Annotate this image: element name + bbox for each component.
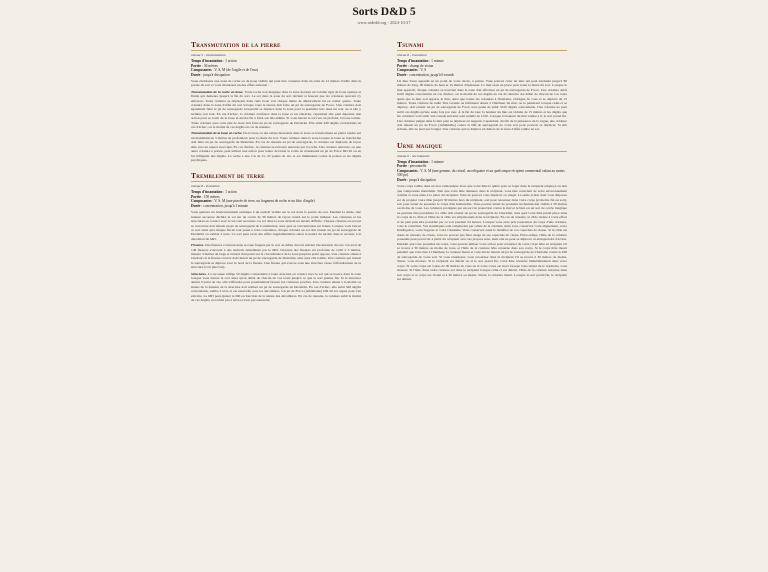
spell-description: [191, 210, 361, 241]
spell-name: Urne magique: [397, 141, 567, 152]
page-subtitle: www.aidedd.org - 2024-10-27: [357, 20, 411, 25]
property-value: : champ de vision: [406, 63, 434, 68]
spell-school: niveau 8 - invocation: [397, 53, 427, 57]
spell-name: Transmutation de la pierre: [191, 40, 361, 51]
property-value: : personnelle: [406, 164, 427, 169]
property-label: Composantes: [397, 168, 418, 173]
property-value: : V, S, M (de l'argile et de l'eau): [211, 68, 258, 72]
spell-block: [397, 40, 567, 132]
paragraph-lead: Structures.: [191, 271, 207, 276]
property-value: : jusqu'à dissipation: [406, 177, 436, 182]
spell-school: niveau 8 - évocation: [191, 184, 220, 189]
property-label: Portée: [397, 164, 407, 169]
property-label: Temps d'incantation: [191, 59, 223, 63]
property-label: Temps d'incantation: [397, 159, 429, 164]
property-value: : V, S, M (une pincée de terre, un fragment de roche et un bloc d'argile): [211, 199, 315, 204]
property-label: Temps d'incantation: [397, 59, 429, 63]
property-label: Portée: [397, 63, 407, 68]
spell-description: [191, 131, 361, 162]
property-value: : 36 mètres: [200, 63, 218, 68]
property-label: Durée: [397, 177, 407, 182]
spell-block: [397, 141, 567, 281]
spell-block: [191, 171, 361, 302]
spell-name: Tsunami: [397, 40, 567, 51]
property-label: Composantes: [191, 68, 212, 72]
property-label: Composantes: [191, 199, 212, 204]
property-label: Temps d'incantation: [191, 190, 223, 195]
property-value: : 1 action: [222, 59, 237, 63]
paragraph-lead: Fissures.: [191, 243, 205, 248]
property-value: : 1 minute: [428, 59, 444, 63]
spell-description: [191, 90, 361, 130]
left-column: [191, 40, 361, 311]
spell-school: niveau 6 - nécromancie: [397, 153, 430, 158]
paragraph-text: Un mur d'eau apparaît en un point de votre choix, à portée. Vous pouvez créer un mur qui peut atteindre jusqu'à 90 mètres de long, 90 mètres de haut et 15 mètres d'épaisseur. Le mur reste en place pour toute la durée du sort. Lorsque le mur apparaît, chaque créature se trouvant dans la zone doit effectuer un jet de sauvegarde de Force. Une créature subit 6d10 dégâts contondants en cas d'échec, ou la moitié de ces dégâts en cas de réussite. Au début de chacun de vos tours après que le mur soit apparu, le mur, ainsi que toutes les créatures à l'intérieur, s'éloigne de vous et se déplace de 15 mètres. Toute créature de taille Très Grande ou inférieure située à l'intérieur du mur, ou le pénétrant lorsque celui-ci se déplace, doit réussir un jet de sauvegarde de Force sous peine de subir 5d10 dégâts contondants. Une créature ne peut subir ces dégâts qu'une seule fois par tour. À la fin du tour, la hauteur du mur est réduite de 15 mètres et les dégâts que les créatures vont subir aux rounds suivants sont réduits de 1d10. Lorsque la hauteur du mur tombe à 0, le sort prend fin. Une créature piégée dans le mur peut se déplacer en nageant. Cependant, du fait de la puissance de la vague, une créature doit réussir un jet de Force (Athlétisme) contre le DD de sauvegarde de votre sort pour pouvoir se déplacer. Si elle échoue, elle ne peut pas bouger. Une créature qui se déplace en dehors de la zone d'effet tombe au sol.: [397, 79, 567, 132]
spell-property: [397, 169, 567, 178]
property-value: : 1 minute: [428, 159, 444, 164]
page-title: Sorts D&D 5: [352, 6, 416, 18]
paragraph-text: Vous choisissez une zone de roche ou de boue visible qui peut être contenue dans un cube de 12 mètres d'arête dans la portée du sort et vous choisissez un des effets suivants :: [191, 79, 361, 88]
property-value: : concentration, jusqu'à 1 minute: [200, 203, 249, 208]
property-value: : jusqu'à dissipation: [200, 72, 230, 77]
paragraph-text: De la boue ou des sables mouvants dans la zone se transforment en pierre tendre sur un maximum de 3 mètres de profondeur pour la durée du sort. Toute créature dans la zone lorsque la boue se transforme doit faire un jet de sauvegarde de Dextérité. En cas de réussite au jet de sauvegarde, la créature est déplacée de façon sûre vers un espace inoccupé. En cas d'échec, la créature se retrouve entravée par la roche. Une créature entravée, ou une autre créature à portée, peut utiliser une action pour tenter de briser la roche en réussissant un jet de Force DD 20 ou en lui infligeant des dégâts. La roche a une CA de 15, 25 points de vie, et est immunisée contre le poison et les dégâts psychiques.: [191, 131, 362, 162]
property-label: Durée: [397, 72, 407, 77]
spell-property: [397, 73, 567, 78]
property-value: : 1 action: [222, 190, 237, 195]
spell-description: [397, 79, 567, 132]
spell-property: [397, 178, 567, 183]
property-value: : V, S, M (une gemme, du cristal, un reliquaire et un quelconque récipient ornemental valant au moins 500 po): [397, 168, 565, 178]
spell-description: [191, 79, 361, 88]
paragraph-lead: Transmutation de la roche en boue.: [191, 89, 244, 94]
paragraph-text: Votre corps tombe dans un état cataleptique alors que votre âme le quitte pour se loger dans le récipient employé en tant que composante matérielle. Tant que votre âme demeure dans le récipient, vous êtes conscient de votre environnement comme si vous étiez à la place du récipient. Vous ne pouvez vous déplacer ou réagir. La seule action dont vous disposez est de projeter votre âme jusqu'à 30 mètres hors du récipient, soit pour retourner dans votre corps (et mettre fin au sort), soit pour tenter de posséder le corps d'un humanoïde. Vous pouvez tenter de posséder un humanoïde visible à 30 mètres ou moins de vous. Les créatures protégées par un sort de protection contre le mal et le bien ou un sort de cercle magique ne peuvent être possédées. La cible doit réussir un jet de sauvegarde de Charisme, sans quoi votre âme prend place dans le corps de la cible et l'âme de la cible est emprisonnée dans le récipient. En cas de réussite, la cible résiste à votre effort et ne peut plus être possédée par ce sort pendant 24 heures. Lorsque vous avez pris possession du corps d'une créature, vous le contrôlez. Vos statistiques sont remplacées par celles de la créature, mais vous conservez votre alignement, votre Intelligence, votre Sagesse et votre Charisme. Vous conservez aussi le bénéfice de vos capacités de classe. Si la cible est dotée de niveaux de classe, vous ne pouvez pas faire usage de ses capacités de classe. Entre-temps, l'âme de la créature possédée peut percevoir à partir du récipient avec ses propres sens, mais elle ne peut se déplacer ni entreprendre d'action. Pendant que vous possédez un corps, vous pouvez utiliser votre action pour retourner de votre corps hôte au récipient s'il se trouve à 30 mètres ou moins de vous, et l'âme de la créature hôte retourne dans son corps. Si le corps hôte meurt pendant que vous êtes à l'intérieur, la créature meurt et vous devez réussir un jet de sauvegarde de Charisme contre le DD de sauvegarde de votre sort. Si vous réussissez, vous retournez dans le récipient s'il se trouve à 30 mètres ou moins. Sinon, vous mourez. Si le récipient est détruit ou si le sort prend fin, votre âme retourne immédiatement dans votre corps. Si votre corps est à plus de 30 mètres de vous ou si votre corps est mort lorsque vous tentez de le rejoindre, vous mourez. Si l'âme d'une autre créature est dans le récipient lorsque celui-ci est détruit, l'âme de la créature retourne dans son corps si ce corps est vivant et à 30 mètres ou moins. Sinon, la créature meurt. Lorsque le sort prend fin, le récipient est détruit.: [397, 184, 567, 281]
spell-description: [191, 243, 361, 269]
spell-school: niveau 5 - transmutation: [191, 53, 226, 57]
spell-description: [397, 184, 567, 281]
property-label: Portée: [191, 194, 201, 199]
page-header: [0, 6, 768, 25]
paragraph-text: Vous générez un bouleversement sismique à un endroit visible sur le sol dans la portée du sort. Pendant la durée, une intense secousse déchire le sol sur un cercle de 30 mètres de rayon centré sur le point indiqué. Les créatures et les structures en contact avec le sol sont secouées. Le sol dans la zone devient un terrain difficile. Chaque créature au sol qui se concentre doit réussir un jet de sauvegarde de Constitution, sans quoi sa concentration est brisée. Lorsque vous lancez ce sort ainsi qu'à chaque fin de tour passé à vous concentrer, chaque créature au sol doit réussir un jet de sauvegarde de Dextérité ou tomber à terre. Ce sort peut avoir des effets supplémentaires selon la nature du terrain dans le secteur, à la discrétion du MD.: [191, 210, 361, 241]
property-label: Durée: [191, 72, 201, 77]
spell-property: [191, 73, 361, 78]
spell-name: Tremblement de terre: [191, 171, 361, 182]
property-value: : 150 mètres: [200, 194, 220, 199]
property-label: Durée: [191, 203, 201, 208]
spell-property: [191, 204, 361, 209]
paragraph-lead: Transmutation de la boue en roche.: [191, 131, 243, 136]
property-label: Portée: [191, 63, 201, 68]
spell-description: [191, 272, 361, 303]
paragraph-text: Toute roche non magique dans la zone devient un volume égal de boue épaisse et fluide qui demeure jusqu'à la fin du sort. Le sol dans la zone du sort devient si boueux que les créatures peuvent s'y enfoncer. Toute créature se déplaçant dans cette boue voit chaque mètre de déplacement lui en coûter quatre. Toute créature dans la zone d'effet du sort lorsque vous le lancez doit faire un jet de sauvegarde de Force. Une créature doit également faire le jet de sauvegarde lorsqu'elle se déplace dans la zone pour la première fois dans un tour ou si elle y termine son tour. En cas d'échec, la créature s'enfonce dans la boue et est entravée, cependant elle peut dépenser une action pour se sortir de la boue et mettre fin à l'état sur elle-même. Si vous lancez le sort sur un plafond, la boue tombe. Toute créature sous cette pile de boue doit faire un jet de sauvegarde de Dextérité. Elle subit 4d8 dégâts contondants en cas d'échec, ou la moitié de ces dégâts en cas de réussite.: [191, 89, 361, 130]
property-value: : concentration, jusqu'à 6 rounds: [406, 72, 454, 77]
spell-block: [191, 40, 361, 162]
right-column: [397, 40, 567, 290]
property-label: Composantes: [397, 68, 418, 72]
paragraph-text: Des fissures s'ouvrent dans la zone frappée par le sort au début du tour suivant l'incantation du sort. Un total de 1d6 fissures s'ouvrent à des endroits déterminés par le MD. Chacune des fissures est profonde de 1d10 x 3 mètres, mesure 3 mètres de large et s'étend d'un point sur la circonférence de la zone jusqu'au point opposé. Une créature située à l'endroit où la fissure s'ouvre doit réussir un jet de sauvegarde de Dextérité, sans quoi elle tombe. Une créature qui réussit le sauvegarde se déplace avec le bord de la fissure. Une fissure qui s'ouvre sous une structure cause l'effondrement de la structure (voir plus bas).: [191, 243, 361, 270]
paragraph-text: La secousse inflige 50 dégâts contondants à toute structure en contact avec le sol qui se trouve dans la zone lorsque vous lancez le sort ainsi qu'au début de chacun de vos tours jusqu'à ce que le sort prenne fin. Si la structure atteint 0 point de vie, elle s'effondre pour possiblement blesser les créatures proches. Une créature située à la moitié ou moins de la hauteur de la structure doit réaliser un jet de sauvegarde de Dextérité. En cas d'échec, elle subit 5d6 dégâts contondants, tombe à terre et est ensevelie sous les décombres. Un jet de Force (Athlétisme) DD 20 est requis pour s'en extraire. Le MD peut ajuster le DD en fonction de la nature des décombres. En cas de réussite, la créature subit la moitié de ces dégâts, ne tombe pas à terre et n'est pas ensevelie.: [191, 271, 361, 303]
property-value: : V, S: [417, 68, 427, 72]
